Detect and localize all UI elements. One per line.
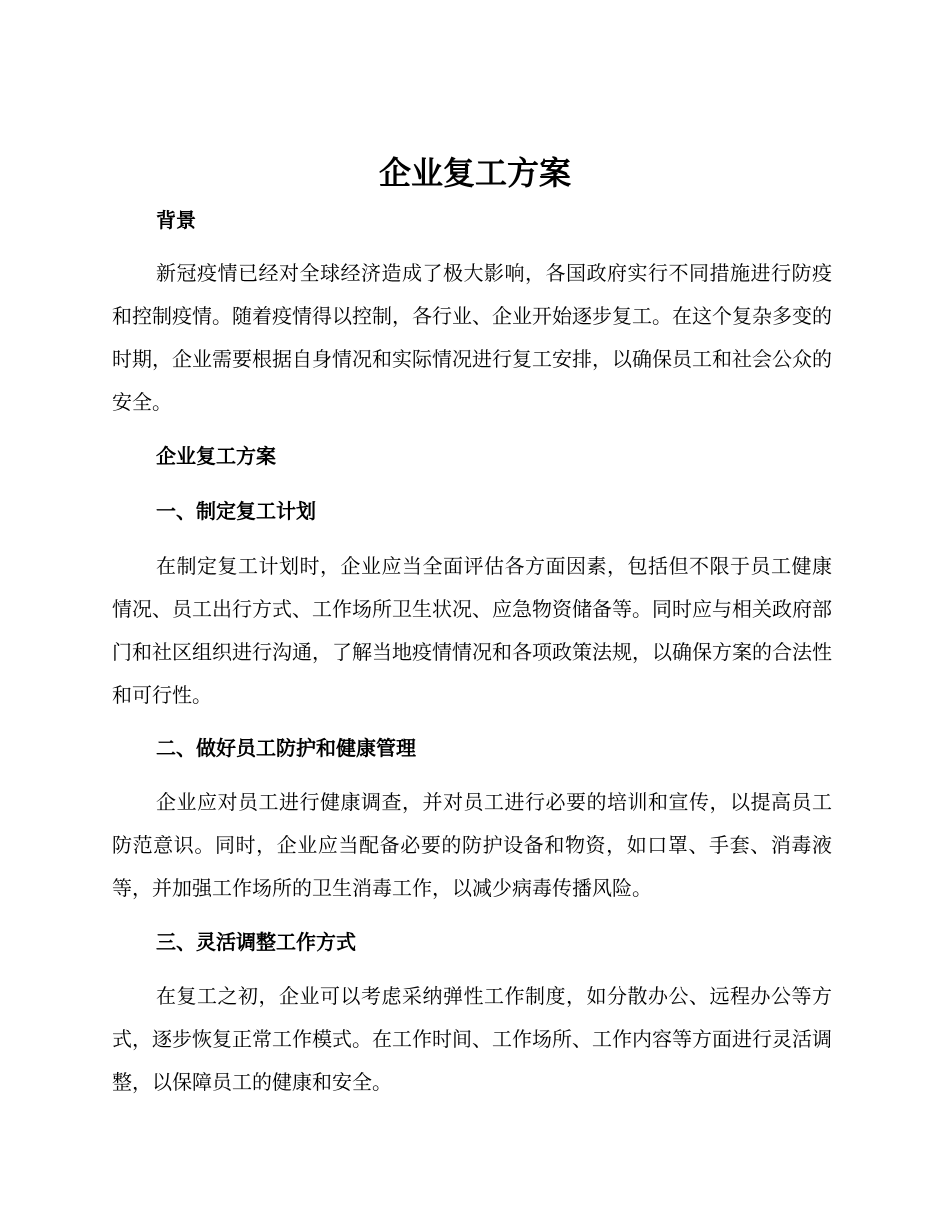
section-paragraph-2: 企业应对员工进行健康调查，并对员工进行必要的培训和宣传，以提高员工防范意识。同时，企业应当配备必要的防护设备和物资，如口罩、手套、消毒液等，并加强工作场所的卫生消毒工作，以减少病毒传播风险。: [112, 790, 832, 900]
section-paragraph-1: 在制定复工计划时，企业应当全面评估各方面因素，包括但不限于员工健康情况、员工出行方式、工作场所卫生状况、应急物资储备等。同时应与相关政府部门和社区组织进行沟通，了解当地疫情情况和各项政策法规，以确保方案的合法性和可行性。: [112, 554, 832, 707]
plan-heading: 企业复工方案: [156, 444, 276, 468]
document-title: 企业复工方案: [378, 154, 571, 192]
section-paragraph-3: 在复工之初，企业可以考虑采纳弹性工作制度，如分散办公、远程办公等方式，逐步恢复正常工作模式。在工作时间、工作场所、工作内容等方面进行灵活调整，以保障员工的健康和安全。: [112, 984, 832, 1094]
section-heading-3: 三、灵活调整工作方式: [156, 930, 356, 954]
section-heading-2: 二、做好员工防护和健康管理: [156, 736, 416, 760]
background-heading: 背景: [156, 208, 196, 232]
background-paragraph: 新冠疫情已经对全球经济造成了极大影响，各国政府实行不同措施进行防疫和控制疫情。随着疫情得以控制，各行业、企业开始逐步复工。在这个复杂多变的时期，企业需要根据自身情况和实际情况进行复工安排，以确保员工和社会公众的安全。: [112, 261, 832, 414]
section-heading-1: 一、制定复工计划: [156, 499, 316, 523]
